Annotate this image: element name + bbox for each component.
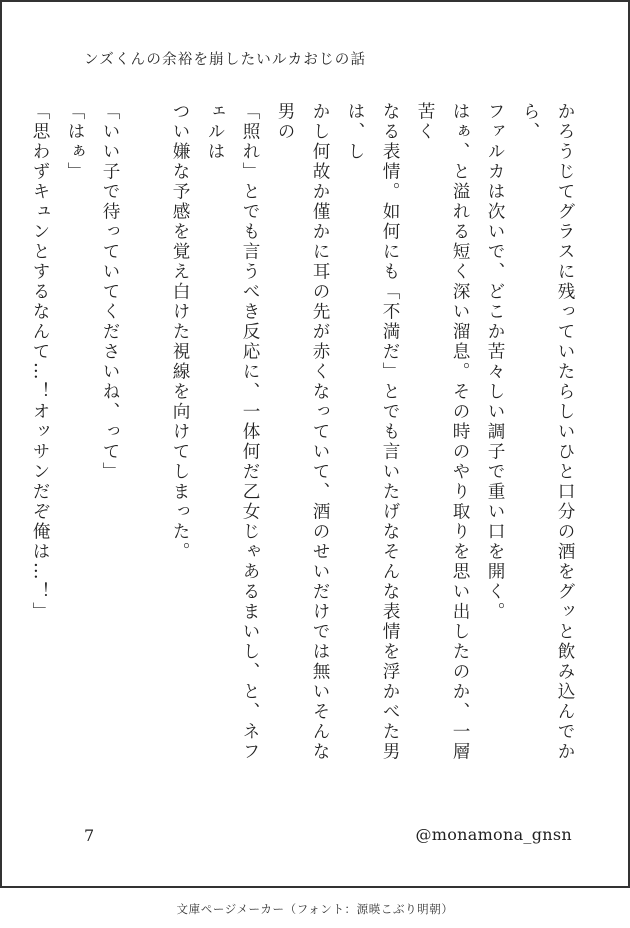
dialogue-line: 「はぁ」 <box>65 102 85 182</box>
text-line: かし何故か僅かに耳の先が赤くなっていて、酒のせいだけでは無いそんな男の <box>275 102 330 762</box>
footer-credit: 文庫ページメーカー（フォント：源暎こぶり明朝） <box>176 902 454 916</box>
blank-line <box>0 102 22 772</box>
page-number: 7 <box>84 826 95 845</box>
text-line: ファルカは次いで、どこか苦々しい調子で重い口を開く。 <box>485 102 505 622</box>
text-line: なる表情。如何にも「不満だ」とでも言いたげなそんな表情を浮かべた男は、し <box>345 102 400 762</box>
dialogue-line: 「いい子で待っていてくださいね、って」 <box>100 102 120 482</box>
vertical-body-text <box>30 102 582 772</box>
text-line: はぁ、と溢れる短く深い溜息。その時のやり取りを思い出したのか、一層苦く <box>415 102 470 762</box>
author-handle: @monamona_gnsn <box>415 825 572 844</box>
dialogue-line: 「思わずキュンとするなんて…！オッサンだぞ俺は…！」 <box>30 102 50 622</box>
running-title: ンズくんの余裕を崩したいルカおじの話 <box>84 52 367 68</box>
text-line: かろうじてグラスに残っていたらしいひと口分の酒をグッと飲み込んでから、 <box>520 102 575 762</box>
text-line: 「照れ」とでも言うべき反応に、一体何だ乙女じゃあるまいし、と、ネフェルは <box>205 102 260 762</box>
text-line: つい嫌な予感を覚え白けた視線を向けてしまった。 <box>170 102 190 562</box>
blank-line <box>127 102 162 772</box>
